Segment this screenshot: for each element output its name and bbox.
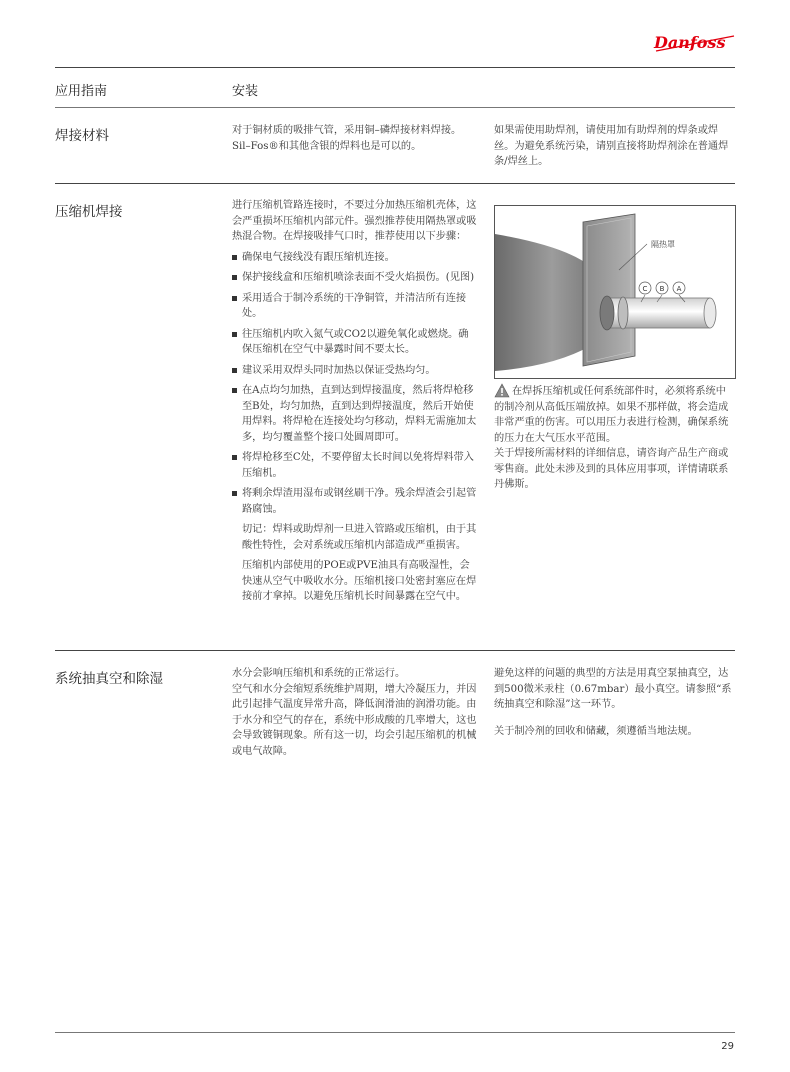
evacuation-mid-block	[232, 666, 478, 759]
list-item: 将剩余焊渣用湿布或钢丝刷干净。残余焊渣会引起管路腐蚀。	[232, 486, 478, 517]
heat-shield	[583, 214, 635, 366]
heat-shield-label: 隔热罩	[651, 240, 675, 249]
list-item: 确保电气接线没有跟压缩机连接。	[232, 250, 478, 266]
bullet-square-icon	[232, 275, 237, 280]
section-title-welding-material: 焊接材料	[55, 128, 109, 144]
section-rule-2	[55, 650, 735, 651]
danfoss-logo	[652, 32, 736, 54]
welding-diagram	[495, 206, 735, 378]
header-rule	[55, 107, 735, 108]
contact-text: 关于焊接所需材料的详细信息，请咨询产品生产商或零售商。此处未涉及到的具体应用事项，详情请联系丹佛斯。	[494, 448, 729, 490]
footer-rule	[55, 1032, 735, 1033]
point-a-label: A	[676, 285, 682, 293]
moisture-effect-text: 水分会影响压缩机和系统的正常运行。	[232, 668, 406, 679]
bullet-square-icon	[232, 368, 237, 373]
danfoss-logo-text: Danfoss	[654, 33, 726, 52]
list-item: 在A点均匀加热，直到达到焊接温度，然后将焊枪移至B处，均匀加热，直到达到焊接温度，然后开始使用焊料。将焊枪在连接处均匀移动，焊料无需施加太多，均匀覆盖整个接口处圆周即可。	[232, 383, 478, 445]
welding-material-text: 对于铜材质的吸排气管，采用铜–磷焊接材料焊接。Sil–Fos®和其他含银的焊料也是可以的。	[232, 125, 462, 152]
welding-steps-list	[232, 250, 478, 518]
warning-block	[494, 383, 736, 493]
flux-text: 如果需使用助焊剂，请使用加有助焊剂的焊条或焊丝。为避免系统污染，请别直接将助焊剂涂在普通焊条/焊丝上。	[494, 125, 729, 167]
header-application-guide: 应用指南	[55, 84, 108, 99]
list-item: 往压缩机内吹入氮气或CO2以避免氧化或燃烧。确保压缩机在空气中暴露时间不要太长。	[232, 327, 478, 358]
list-item: 建议采用双焊头同时加热以保证受热均匀。	[232, 363, 478, 379]
evacuation-right-block	[494, 666, 736, 739]
oil-moisture-note: 压缩机内部使用的POE或PVE油具有高吸湿性，会快速从空气中吸收水分。压缩机接口处密封塞应在焊接前才拿掉。以避免压缩机长时间暴露在空气中。	[242, 560, 477, 602]
top-rule	[55, 67, 735, 68]
air-moisture-text: 空气和水分会缩短系统维护周期，增大冷凝压力，并因此引起排气温度异常升高，降低润滑油的润滑功能。由于水分和空气的存在，系统中形成酸的几率增大，这也会导致镀铜现象。所有这一切，均会引起压缩机的机械或电气故障。	[232, 683, 477, 757]
caution-note: 切记：焊料或助焊剂一旦进入管路或压缩机，由于其酸性特性，会对系统或压缩机内部造成严重损害。	[242, 524, 477, 551]
bullet-square-icon	[232, 491, 237, 496]
compressor-welding-intro: 进行压缩机管路连接时，不要过分加热压缩机壳体，这会严重损坏压缩机内部元件。强烈推荐使用隔热罩或吸热混合物。在焊接吸排气口时，推荐使用以下步骤：	[232, 200, 477, 242]
vacuum-method-text: 避免这样的问题的典型的方法是用真空泵抽真空，达到500微米汞柱（0.67mbar）最小真空。请参照“系统抽真空和除湿”这一环节。	[494, 668, 732, 710]
bullet-square-icon	[232, 455, 237, 460]
heat-shield-figure	[494, 205, 736, 379]
point-b-label: B	[659, 285, 665, 293]
section-rule-1	[55, 183, 735, 184]
list-item: 将焊枪移至C处，不要停留太长时间以免将焊料带入压缩机。	[232, 450, 478, 481]
list-item: 采用适合于制冷系统的干净铜管，并清洁所有连接处。	[232, 291, 478, 322]
header-installation: 安装	[232, 84, 259, 99]
page-number: 29	[721, 1041, 734, 1052]
section-title-evacuation: 系统抽真空和除湿	[55, 671, 163, 687]
point-c-label: C	[642, 285, 648, 293]
warning-icon	[494, 383, 510, 398]
compressor-shell	[495, 234, 590, 371]
compressor-welding-body	[232, 198, 478, 610]
bullet-square-icon	[232, 388, 237, 393]
warning-paragraph	[494, 383, 736, 446]
list-item: 保护接线盒和压缩机喷涂表面不受火焰损伤。(见图)	[232, 270, 478, 286]
bullet-square-icon	[232, 296, 237, 301]
section-title-compressor-welding: 压缩机焊接	[55, 204, 123, 220]
bullet-square-icon	[232, 332, 237, 337]
refrigerant-regulation-text: 关于制冷剂的回收和储藏，须遵循当地法规。	[494, 725, 698, 737]
warning-text: 在焊拆压缩机或任何系统部件时，必须将系统中的制冷剂从高低压端放掉。如果不那样做，将会造成非常严重的伤害。可以用压力表进行检测，确保系统的压力在大气压水平范围。	[494, 386, 729, 444]
bullet-square-icon	[232, 255, 237, 260]
